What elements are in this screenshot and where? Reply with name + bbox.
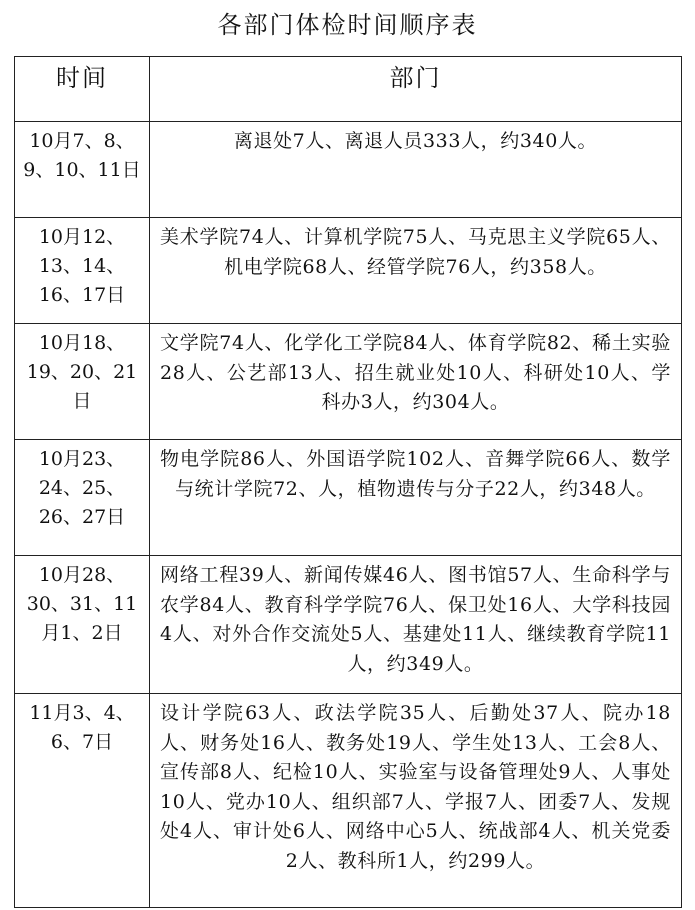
department-cell: 物电学院86人、外国语学院102人、音舞学院66人、数学与统计学院72、人，植物遗传与分子22人，约348人。	[150, 440, 682, 556]
department-cell: 设计学院63人、政法学院35人、后勤处37人、院办18人、财务处16人、教务处19人、学生处13人、工会8人、宣传部8人、纪检10人、实验室与设备管理处9人、人事处10人、党办10人、组织部7人、学报7人、团委7人、发规处4人、审计处6人、网络中心5人、统战部4人、机关党委2人、教科所1人，约299人。	[150, 694, 682, 908]
table-row	[15, 218, 682, 324]
page-title: 各部门体检时间顺序表	[217, 11, 478, 39]
department-cell: 离退处7人、离退人员333人，约340人。	[150, 122, 682, 218]
time-cell: 10月18、19、20、21日	[15, 324, 150, 440]
time-cell: 10月23、24、25、26、27日	[15, 440, 150, 556]
header-time: 时间	[15, 57, 150, 122]
table-row	[15, 556, 682, 694]
table-row	[15, 694, 682, 908]
table-row	[15, 324, 682, 440]
table-row	[15, 440, 682, 556]
table-header-row	[15, 57, 682, 122]
table-row	[15, 122, 682, 218]
schedule-table	[14, 56, 682, 908]
department-cell: 美术学院74人、计算机学院75人、马克思主义学院65人、机电学院68人、经管学院76人，约358人。	[150, 218, 682, 324]
department-cell: 文学院74人、化学化工学院84人、体育学院82、稀土实验28人、公艺部13人、招生就业处10人、科研处10人、学科办3人，约304人。	[150, 324, 682, 440]
header-department: 部门	[150, 57, 682, 122]
department-cell: 网络工程39人、新闻传媒46人、图书馆57人、生命科学与农学84人、教育科学学院76人、保卫处16人、大学科技园4人、对外合作交流处5人、基建处11人、继续教育学院11人，约349人。	[150, 556, 682, 694]
time-cell: 10月7、8、9、10、11日	[15, 122, 150, 218]
time-cell: 10月12、13、14、16、17日	[15, 218, 150, 324]
time-cell: 10月28、30、31、11月1、2日	[15, 556, 150, 694]
time-cell: 11月3、4、6、7日	[15, 694, 150, 908]
